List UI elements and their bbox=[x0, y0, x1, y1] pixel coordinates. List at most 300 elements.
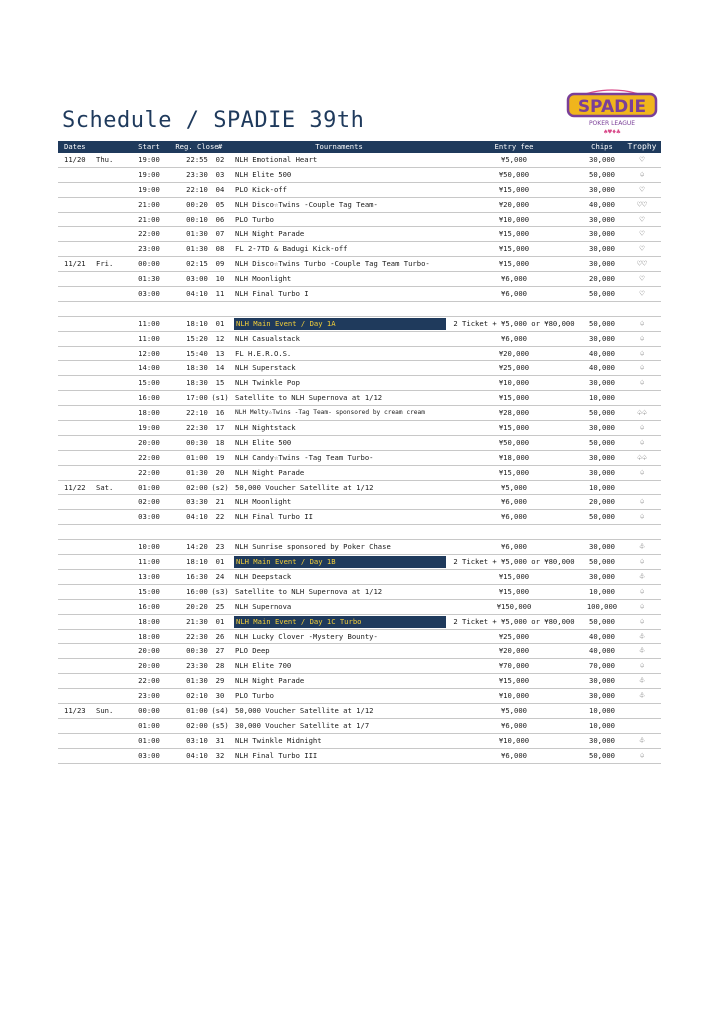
chips-cell: 50,000 bbox=[589, 437, 615, 447]
reg-close-cell: 01:30 bbox=[186, 676, 208, 686]
number-cell: 09 bbox=[215, 259, 225, 269]
number-cell: 11 bbox=[215, 289, 225, 299]
reg-close-cell: 22:30 bbox=[186, 631, 208, 641]
entry-fee-cell: ¥6,000 bbox=[501, 750, 527, 760]
start-cell: 19:00 bbox=[138, 423, 160, 433]
trophy-icon: ♤ bbox=[639, 318, 645, 328]
number-cell: 03 bbox=[215, 169, 225, 179]
reg-close-cell: 22:30 bbox=[186, 423, 208, 433]
day-cell: Fri. bbox=[96, 259, 114, 269]
day-cell: Sat. bbox=[96, 482, 114, 492]
entry-fee-cell: ¥70,000 bbox=[498, 661, 530, 671]
reg-close-cell: 17:00 bbox=[186, 393, 208, 403]
tournament-cell: FL 2-7TD & Badugi Kick-off bbox=[235, 244, 348, 254]
trophy-icon: ♡♡ bbox=[637, 199, 647, 209]
number-cell: 32 bbox=[215, 750, 225, 760]
start-cell: 02:00 bbox=[138, 497, 160, 507]
reg-close-cell: 15:20 bbox=[186, 333, 208, 343]
reg-close-cell: 18:30 bbox=[186, 378, 208, 388]
number-cell: 30 bbox=[215, 691, 225, 701]
number-cell: 06 bbox=[215, 214, 225, 224]
number-cell: 12 bbox=[215, 333, 225, 343]
chips-cell: 30,000 bbox=[589, 259, 615, 269]
trophy-icon: ♧ bbox=[639, 646, 645, 656]
start-cell: 22:00 bbox=[138, 676, 160, 686]
start-cell: 12:00 bbox=[138, 348, 160, 358]
chips-cell: 40,000 bbox=[589, 348, 615, 358]
entry-fee-cell: ¥15,000 bbox=[498, 571, 530, 581]
entry-fee-cell: ¥20,000 bbox=[498, 348, 530, 358]
number-cell: 13 bbox=[215, 348, 225, 358]
header-chips: Chips bbox=[591, 142, 613, 151]
trophy-icon: ♤ bbox=[639, 601, 645, 611]
chips-cell: 40,000 bbox=[589, 199, 615, 209]
trophy-icon: ♤ bbox=[639, 557, 645, 567]
entry-fee-cell: ¥15,000 bbox=[498, 393, 530, 403]
start-cell: 22:00 bbox=[138, 452, 160, 462]
entry-fee-cell: ¥15,000 bbox=[498, 259, 530, 269]
table-row bbox=[58, 213, 661, 228]
entry-fee-cell: ¥150,000 bbox=[496, 601, 532, 611]
number-cell: 07 bbox=[215, 229, 225, 239]
chips-cell: 50,000 bbox=[589, 289, 615, 299]
table-row bbox=[58, 585, 661, 600]
tournament-cell: NLH Lucky Clover -Mystery Bounty- bbox=[235, 631, 378, 641]
trophy-icon: ♧ bbox=[639, 735, 645, 745]
table-row bbox=[58, 510, 661, 525]
reg-close-cell: 00:30 bbox=[186, 646, 208, 656]
trophy-icon: ♤ bbox=[639, 423, 645, 433]
start-cell: 15:00 bbox=[138, 586, 160, 596]
number-cell: 28 bbox=[215, 661, 225, 671]
header-number: # bbox=[217, 142, 223, 151]
reg-close-cell: 16:30 bbox=[186, 571, 208, 581]
entry-fee-cell: 2 Ticket + ¥5,000 or ¥80,000 bbox=[453, 318, 575, 328]
reg-close-cell: 00:30 bbox=[186, 437, 208, 447]
reg-close-cell: 02:15 bbox=[186, 259, 208, 269]
reg-close-cell: 00:10 bbox=[186, 214, 208, 224]
tournament-cell: 50,000 Voucher Satellite at 1/12 bbox=[235, 705, 374, 715]
trophy-icon: ♤♤ bbox=[637, 408, 647, 418]
start-cell: 01:00 bbox=[138, 735, 160, 745]
trophy-icon: ♡ bbox=[639, 274, 645, 284]
start-cell: 22:00 bbox=[138, 467, 160, 477]
number-cell: 26 bbox=[215, 631, 225, 641]
date-cell: 11/21 bbox=[64, 259, 86, 269]
number-cell: (s1) bbox=[211, 393, 229, 403]
trophy-icon: ♤ bbox=[639, 333, 645, 343]
trophy-icon: ♡ bbox=[639, 155, 645, 164]
entry-fee-cell: ¥15,000 bbox=[498, 244, 530, 254]
number-cell: 17 bbox=[215, 423, 225, 433]
entry-fee-cell: ¥50,000 bbox=[498, 169, 530, 179]
entry-fee-cell: ¥5,000 bbox=[501, 482, 527, 492]
start-cell: 10:00 bbox=[138, 542, 160, 552]
chips-cell: 30,000 bbox=[589, 467, 615, 477]
table-row bbox=[58, 347, 661, 362]
tournament-cell: NLH Emotional Heart bbox=[235, 155, 318, 164]
table-row bbox=[58, 376, 661, 391]
table-row bbox=[58, 287, 661, 302]
number-cell: (s5) bbox=[211, 720, 229, 730]
logo-suits-icon: ♠♥♦♣ bbox=[603, 128, 621, 136]
start-cell: 20:00 bbox=[138, 646, 160, 656]
chips-cell: 30,000 bbox=[589, 452, 615, 462]
chips-cell: 50,000 bbox=[589, 408, 615, 418]
start-cell: 11:00 bbox=[138, 557, 160, 567]
tournament-cell: NLH Main Event / Day 1B bbox=[234, 556, 446, 568]
table-row bbox=[58, 317, 661, 332]
tournament-cell: NLH Elite 500 bbox=[235, 437, 292, 447]
entry-fee-cell: ¥10,000 bbox=[498, 378, 530, 388]
tournament-cell: NLH Moonlight bbox=[235, 274, 292, 284]
table-row bbox=[58, 153, 661, 168]
start-cell: 21:00 bbox=[138, 199, 160, 209]
reg-close-cell: 18:10 bbox=[186, 318, 208, 328]
reg-close-cell: 18:10 bbox=[186, 557, 208, 567]
tournament-cell: NLH Candy☆Twins -Tag Team Turbo- bbox=[235, 452, 374, 462]
start-cell: 00:00 bbox=[138, 259, 160, 269]
chips-cell: 20,000 bbox=[589, 497, 615, 507]
tournament-cell: NLH Main Event / Day 1C Turbo bbox=[234, 616, 446, 628]
start-cell: 20:00 bbox=[138, 437, 160, 447]
tournament-cell: NLH Deepstack bbox=[235, 571, 292, 581]
table-row bbox=[58, 481, 661, 496]
start-cell: 23:00 bbox=[138, 244, 160, 254]
table-row bbox=[58, 421, 661, 436]
reg-close-cell: 04:10 bbox=[186, 289, 208, 299]
date-cell: 11/22 bbox=[64, 482, 86, 492]
trophy-icon: ♤ bbox=[639, 437, 645, 447]
tournament-cell: NLH Melty☆Twins -Tag Team- sponsored by cream cream bbox=[235, 409, 425, 417]
reg-close-cell: 01:30 bbox=[186, 244, 208, 254]
entry-fee-cell: ¥10,000 bbox=[498, 735, 530, 745]
entry-fee-cell: ¥15,000 bbox=[498, 423, 530, 433]
table-row bbox=[58, 406, 661, 421]
entry-fee-cell: ¥18,000 bbox=[498, 452, 530, 462]
entry-fee-cell: ¥15,000 bbox=[498, 184, 530, 194]
reg-close-cell: 23:30 bbox=[186, 661, 208, 671]
number-cell: 22 bbox=[215, 512, 225, 522]
tournament-cell: 50,000 Voucher Satellite at 1/12 bbox=[235, 482, 374, 492]
reg-close-cell: 01:30 bbox=[186, 229, 208, 239]
reg-close-cell: 18:30 bbox=[186, 363, 208, 373]
table-row bbox=[58, 749, 661, 764]
trophy-icon: ♤ bbox=[639, 750, 645, 760]
schedule-table bbox=[58, 141, 661, 764]
chips-cell: 20,000 bbox=[589, 274, 615, 284]
start-cell: 01:00 bbox=[138, 720, 160, 730]
entry-fee-cell: ¥6,000 bbox=[501, 497, 527, 507]
chips-cell: 30,000 bbox=[589, 571, 615, 581]
reg-close-cell: 23:30 bbox=[186, 169, 208, 179]
chips-cell: 30,000 bbox=[589, 423, 615, 433]
number-cell: 01 bbox=[215, 557, 225, 567]
table-row bbox=[58, 734, 661, 749]
start-cell: 13:00 bbox=[138, 571, 160, 581]
chips-cell: 40,000 bbox=[589, 631, 615, 641]
entry-fee-cell: ¥15,000 bbox=[498, 467, 530, 477]
start-cell: 22:00 bbox=[138, 229, 160, 239]
tournament-cell: NLH Main Event / Day 1A bbox=[234, 318, 446, 330]
entry-fee-cell: ¥25,000 bbox=[498, 363, 530, 373]
number-cell: (s3) bbox=[211, 586, 229, 596]
start-cell: 03:00 bbox=[138, 750, 160, 760]
reg-close-cell: 14:20 bbox=[186, 542, 208, 552]
spadie-logo bbox=[564, 80, 660, 136]
entry-fee-cell: ¥15,000 bbox=[498, 676, 530, 686]
start-cell: 18:00 bbox=[138, 616, 160, 626]
tournament-cell: NLH Casualstack bbox=[235, 333, 300, 343]
reg-close-cell: 04:10 bbox=[186, 750, 208, 760]
table-row bbox=[58, 495, 661, 510]
number-cell: 05 bbox=[215, 199, 225, 209]
start-cell: 18:00 bbox=[138, 408, 160, 418]
start-cell: 15:00 bbox=[138, 378, 160, 388]
number-cell: 29 bbox=[215, 676, 225, 686]
start-cell: 21:00 bbox=[138, 214, 160, 224]
start-cell: 01:00 bbox=[138, 482, 160, 492]
entry-fee-cell: ¥6,000 bbox=[501, 512, 527, 522]
trophy-icon: ♧ bbox=[639, 542, 645, 552]
tournament-cell: NLH Final Turbo I bbox=[235, 289, 309, 299]
reg-close-cell: 03:10 bbox=[186, 735, 208, 745]
trophy-icon: ♡ bbox=[639, 244, 645, 254]
table-row bbox=[58, 719, 661, 734]
table-row bbox=[58, 361, 661, 376]
chips-cell: 50,000 bbox=[589, 318, 615, 328]
entry-fee-cell: ¥6,000 bbox=[501, 274, 527, 284]
start-cell: 23:00 bbox=[138, 691, 160, 701]
entry-fee-cell: ¥5,000 bbox=[501, 155, 527, 164]
chips-cell: 70,000 bbox=[589, 661, 615, 671]
start-cell: 14:00 bbox=[138, 363, 160, 373]
table-header bbox=[58, 141, 661, 153]
reg-close-cell: 03:30 bbox=[186, 497, 208, 507]
table-row bbox=[58, 689, 661, 704]
start-cell: 16:00 bbox=[138, 393, 160, 403]
chips-cell: 30,000 bbox=[589, 244, 615, 254]
number-cell: (s4) bbox=[211, 705, 229, 715]
entry-fee-cell: ¥5,000 bbox=[501, 705, 527, 715]
start-cell: 19:00 bbox=[138, 169, 160, 179]
number-cell: 21 bbox=[215, 497, 225, 507]
tournament-cell: NLH Supernova bbox=[235, 601, 292, 611]
table-row bbox=[58, 466, 661, 481]
number-cell: 25 bbox=[215, 601, 225, 611]
trophy-icon: ♡ bbox=[639, 214, 645, 224]
header-tournaments: Tournaments bbox=[315, 142, 363, 151]
chips-cell: 30,000 bbox=[589, 184, 615, 194]
trophy-icon: ♤ bbox=[639, 661, 645, 671]
number-cell: 02 bbox=[215, 155, 225, 164]
entry-fee-cell: ¥25,000 bbox=[498, 631, 530, 641]
trophy-icon: ♤ bbox=[639, 467, 645, 477]
page-title: Schedule / SPADIE 39th bbox=[62, 108, 365, 133]
tournament-cell: NLH Final Turbo II bbox=[235, 512, 313, 522]
entry-fee-cell: ¥28,000 bbox=[498, 408, 530, 418]
entry-fee-cell: ¥15,000 bbox=[498, 229, 530, 239]
chips-cell: 50,000 bbox=[589, 750, 615, 760]
tournament-cell: PLO Kick-off bbox=[235, 184, 287, 194]
reg-close-cell: 22:55 bbox=[186, 155, 208, 164]
trophy-icon: ♤ bbox=[639, 169, 645, 179]
day-cell: Thu. bbox=[96, 155, 114, 164]
table-row bbox=[58, 659, 661, 674]
chips-cell: 30,000 bbox=[589, 735, 615, 745]
chips-cell: 50,000 bbox=[589, 512, 615, 522]
tournament-cell: FL H.E.R.O.S. bbox=[235, 348, 292, 358]
entry-fee-cell: 2 Ticket + ¥5,000 or ¥80,000 bbox=[453, 616, 575, 626]
number-cell: 20 bbox=[215, 467, 225, 477]
trophy-icon: ♤ bbox=[639, 363, 645, 373]
chips-cell: 50,000 bbox=[589, 169, 615, 179]
date-cell: 11/20 bbox=[64, 155, 86, 164]
entry-fee-cell: ¥20,000 bbox=[498, 646, 530, 656]
chips-cell: 30,000 bbox=[589, 229, 615, 239]
trophy-icon: ♡♡ bbox=[637, 259, 647, 269]
reg-close-cell: 15:40 bbox=[186, 348, 208, 358]
chips-cell: 30,000 bbox=[589, 691, 615, 701]
number-cell: 31 bbox=[215, 735, 225, 745]
tournament-cell: NLH Elite 700 bbox=[235, 661, 292, 671]
trophy-icon: ♧ bbox=[639, 691, 645, 701]
table-row bbox=[58, 644, 661, 659]
entry-fee-cell: ¥50,000 bbox=[498, 437, 530, 447]
chips-cell: 30,000 bbox=[589, 378, 615, 388]
number-cell: (s2) bbox=[211, 482, 229, 492]
start-cell: 03:00 bbox=[138, 289, 160, 299]
tournament-cell: PLO Turbo bbox=[235, 691, 274, 701]
table-row bbox=[58, 674, 661, 689]
table-row bbox=[58, 332, 661, 347]
table-row bbox=[58, 704, 661, 719]
tournament-cell: NLH Night Parade bbox=[235, 229, 305, 239]
trophy-icon: ♤ bbox=[639, 378, 645, 388]
table-row bbox=[58, 615, 661, 630]
chips-cell: 50,000 bbox=[589, 557, 615, 567]
chips-cell: 100,000 bbox=[586, 601, 618, 611]
chips-cell: 50,000 bbox=[589, 616, 615, 626]
entry-fee-cell: ¥6,000 bbox=[501, 333, 527, 343]
tournament-cell: PLO Turbo bbox=[235, 214, 274, 224]
table-row bbox=[58, 436, 661, 451]
chips-cell: 40,000 bbox=[589, 363, 615, 373]
chips-cell: 10,000 bbox=[589, 720, 615, 730]
header-dates: Dates bbox=[64, 142, 86, 151]
entry-fee-cell: 2 Ticket + ¥5,000 or ¥80,000 bbox=[453, 557, 575, 567]
reg-close-cell: 01:00 bbox=[186, 452, 208, 462]
trophy-icon: ♤ bbox=[639, 348, 645, 358]
number-cell: 18 bbox=[215, 437, 225, 447]
table-row bbox=[58, 540, 661, 555]
start-cell: 11:00 bbox=[138, 333, 160, 343]
table-row bbox=[58, 600, 661, 615]
number-cell: 04 bbox=[215, 184, 225, 194]
trophy-icon: ♤ bbox=[639, 586, 645, 596]
chips-cell: 30,000 bbox=[589, 676, 615, 686]
reg-close-cell: 04:10 bbox=[186, 512, 208, 522]
tournament-cell: 30,000 Voucher Satellite at 1/7 bbox=[235, 720, 370, 730]
tournament-cell: NLH Night Parade bbox=[235, 676, 305, 686]
trophy-icon: ♧ bbox=[639, 631, 645, 641]
trophy-icon: ♤♤ bbox=[637, 452, 647, 462]
start-cell: 00:00 bbox=[138, 705, 160, 715]
tournament-cell: Satellite to NLH Supernova at 1/12 bbox=[235, 393, 383, 403]
reg-close-cell: 22:10 bbox=[186, 184, 208, 194]
header-entry-fee: Entry fee bbox=[494, 142, 534, 151]
entry-fee-cell: ¥15,000 bbox=[498, 586, 530, 596]
trophy-icon: ♡ bbox=[639, 229, 645, 239]
number-cell: 15 bbox=[215, 378, 225, 388]
trophy-icon: ♧ bbox=[639, 571, 645, 581]
table-body bbox=[58, 153, 661, 764]
trophy-icon: ♤ bbox=[639, 616, 645, 626]
table-row bbox=[58, 227, 661, 242]
trophy-icon: ♧ bbox=[639, 676, 645, 686]
trophy-icon: ♤ bbox=[639, 512, 645, 522]
table-row bbox=[58, 242, 661, 257]
number-cell: 01 bbox=[215, 616, 225, 626]
tournament-cell: Satellite to NLH Supernova at 1/12 bbox=[235, 586, 383, 596]
start-cell: 19:00 bbox=[138, 184, 160, 194]
tournament-cell: NLH Disco☆Twins Turbo -Couple Tag Team Turbo- bbox=[235, 259, 430, 269]
number-cell: 10 bbox=[215, 274, 225, 284]
day-cell: Sun. bbox=[96, 705, 114, 715]
chips-cell: 30,000 bbox=[589, 333, 615, 343]
number-cell: 27 bbox=[215, 646, 225, 656]
date-cell: 11/23 bbox=[64, 705, 86, 715]
tournament-cell: NLH Twinkle Pop bbox=[235, 378, 300, 388]
start-cell: 19:00 bbox=[138, 155, 160, 164]
start-cell: 16:00 bbox=[138, 601, 160, 611]
table-row bbox=[58, 555, 661, 570]
number-cell: 23 bbox=[215, 542, 225, 552]
reg-close-cell: 02:00 bbox=[186, 720, 208, 730]
start-cell: 03:00 bbox=[138, 512, 160, 522]
start-cell: 20:00 bbox=[138, 661, 160, 671]
header-trophy: Trophy bbox=[627, 142, 657, 151]
table-row bbox=[58, 168, 661, 183]
logo-subtitle: POKER LEAGUE bbox=[588, 120, 636, 127]
table-row bbox=[58, 451, 661, 466]
tournament-cell: NLH Moonlight bbox=[235, 497, 292, 507]
chips-cell: 10,000 bbox=[589, 482, 615, 492]
tournament-cell: NLH Elite 500 bbox=[235, 169, 292, 179]
tournament-cell: PLO Deep bbox=[235, 646, 270, 656]
chips-cell: 10,000 bbox=[589, 393, 615, 403]
entry-fee-cell: ¥10,000 bbox=[498, 691, 530, 701]
start-cell: 11:00 bbox=[138, 318, 160, 328]
number-cell: 16 bbox=[215, 408, 225, 418]
tournament-cell: NLH Nightstack bbox=[235, 423, 296, 433]
spacer-row bbox=[58, 525, 661, 540]
trophy-icon: ♡ bbox=[639, 289, 645, 299]
chips-cell: 10,000 bbox=[589, 586, 615, 596]
table-row bbox=[58, 570, 661, 585]
header-reg-close: Reg. Close bbox=[175, 142, 219, 151]
reg-close-cell: 01:30 bbox=[186, 467, 208, 477]
tournament-cell: NLH Superstack bbox=[235, 363, 296, 373]
table-row bbox=[58, 391, 661, 406]
number-cell: 24 bbox=[215, 571, 225, 581]
chips-cell: 40,000 bbox=[589, 646, 615, 656]
chips-cell: 30,000 bbox=[589, 155, 615, 164]
entry-fee-cell: ¥6,000 bbox=[501, 720, 527, 730]
tournament-cell: NLH Night Parade bbox=[235, 467, 305, 477]
table-row bbox=[58, 257, 661, 272]
reg-close-cell: 21:30 bbox=[186, 616, 208, 626]
